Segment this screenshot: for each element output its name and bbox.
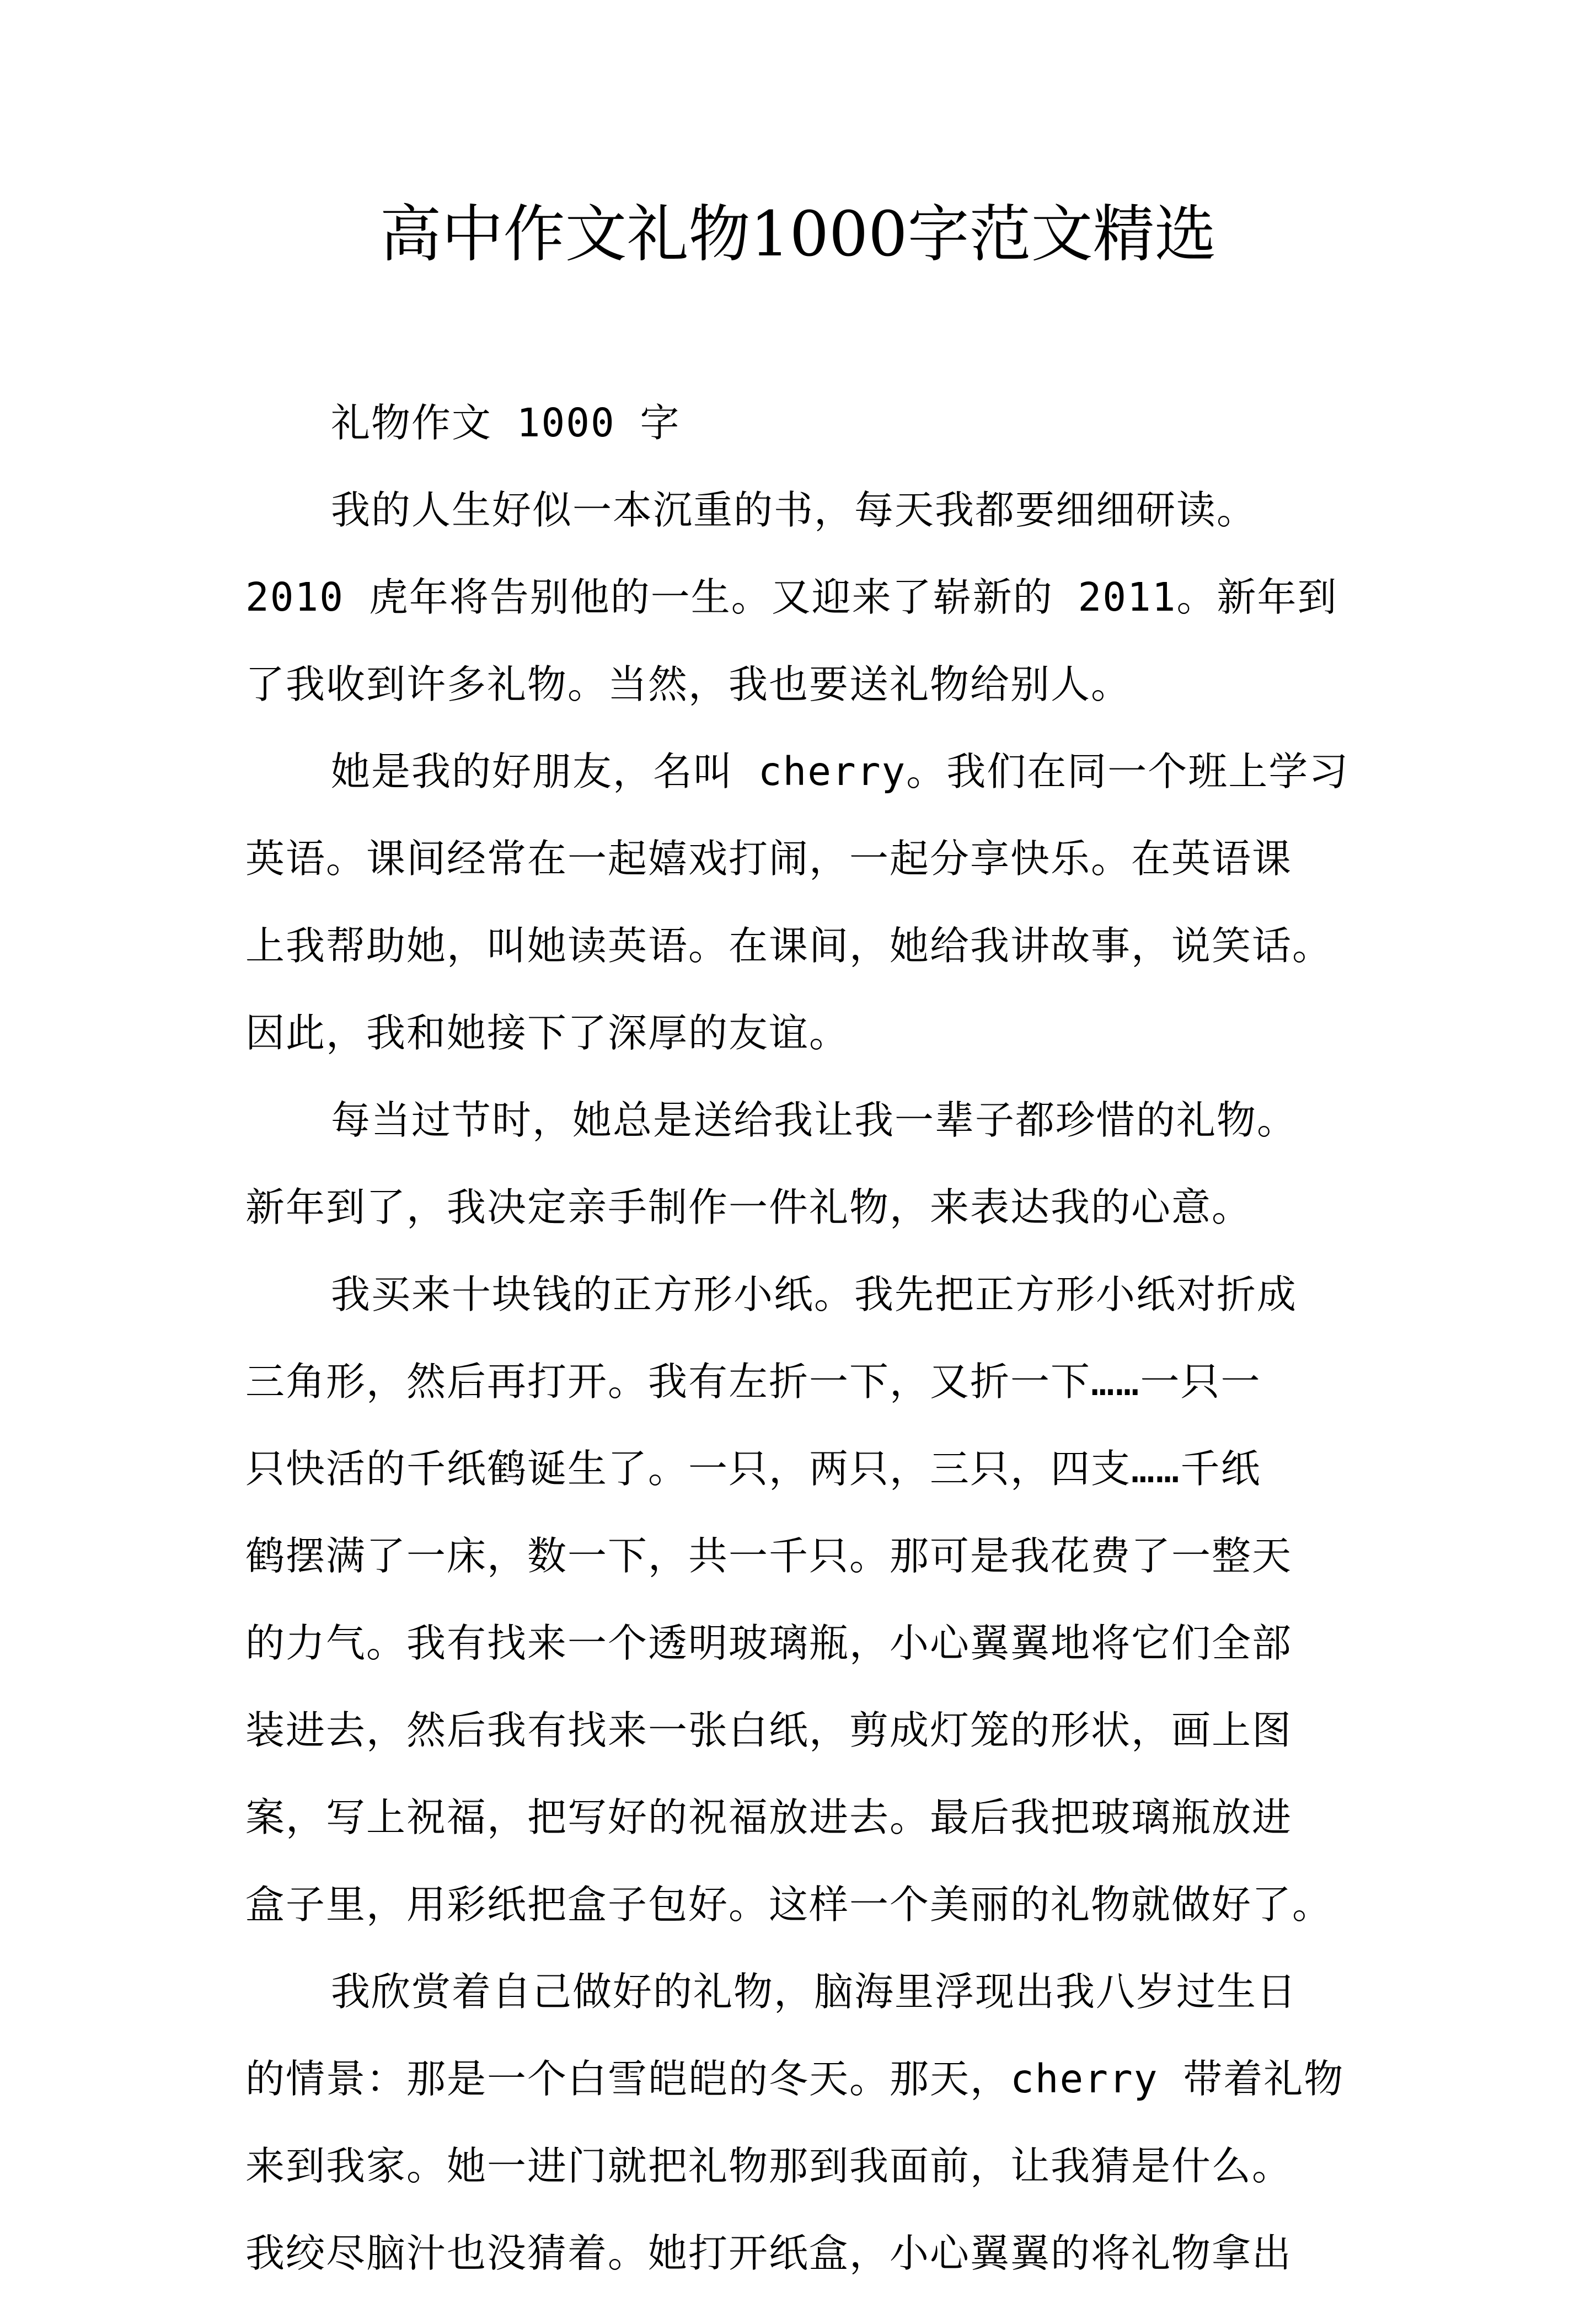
body-line: 的力气。我有找来一个透明玻璃瓶，小心翼翼地将它们全部 [245, 1620, 1293, 1666]
body-line: 盒子里，用彩纸把盒子包好。这样一个美丽的礼物就做好了。 [245, 1882, 1333, 1927]
body-line: 只快活的千纸鹤诞生了。一只，两只，三只，四支……千纸 [245, 1446, 1261, 1492]
body-line: 我买来十块钱的正方形小纸。我先把正方形小纸对折成 [331, 1272, 1298, 1317]
document-body [245, 380, 1365, 2297]
body-line: 礼物作文 1000 字 [331, 400, 681, 446]
body-line: 英语。课间经常在一起嬉戏打闹，一起分享快乐。在英语课 [245, 836, 1293, 882]
body-line: 每当过节时，她总是送给我让我一辈子都珍惜的礼物。 [331, 1097, 1298, 1143]
body-line: 2010 虎年将告别他的一生。又迎来了崭新的 2011。新年到 [245, 574, 1338, 620]
body-line: 我绞尽脑汁也没猜着。她打开纸盒，小心翼翼的将礼物拿出 [245, 2230, 1293, 2276]
body-line: 她是我的好朋友，名叫 cherry。我们在同一个班上学习 [331, 749, 1349, 794]
body-line: 上我帮助她，叫她读英语。在课间，她给我讲故事，说笑话。 [245, 923, 1333, 969]
body-line: 来到我家。她一进门就把礼物那到我面前，让我猜是什么。 [245, 2143, 1293, 2189]
body-line: 我欣赏着自己做好的礼物，脑海里浮现出我八岁过生日 [331, 1969, 1298, 2015]
body-line: 三角形，然后再打开。我有左折一下，又折一下……一只一 [245, 1359, 1261, 1404]
document-title: 高中作文礼物1000字范文精选 [379, 199, 1217, 270]
body-line: 案，写上祝福，把写好的祝福放进去。最后我把玻璃瓶放进 [245, 1794, 1293, 1840]
body-line: 因此，我和她接下了深厚的友谊。 [245, 1010, 850, 1056]
body-line: 了我收到许多礼物。当然，我也要送礼物给别人。 [245, 661, 1132, 707]
body-line: 我的人生好似一本沉重的书，每天我都要细细研读。 [331, 487, 1257, 533]
body-line: 鹤摆满了一床，数一下，共一千只。那可是我花费了一整天 [245, 1533, 1293, 1579]
body-line: 装进去，然后我有找来一张白纸，剪成灯笼的形状，画上图 [245, 1707, 1293, 1753]
body-line: 的情景：那是一个白雪皑皑的冬天。那天，cherry 带着礼物 [245, 2056, 1345, 2102]
body-line: 新年到了，我决定亲手制作一件礼物，来表达我的心意。 [245, 1184, 1252, 1230]
